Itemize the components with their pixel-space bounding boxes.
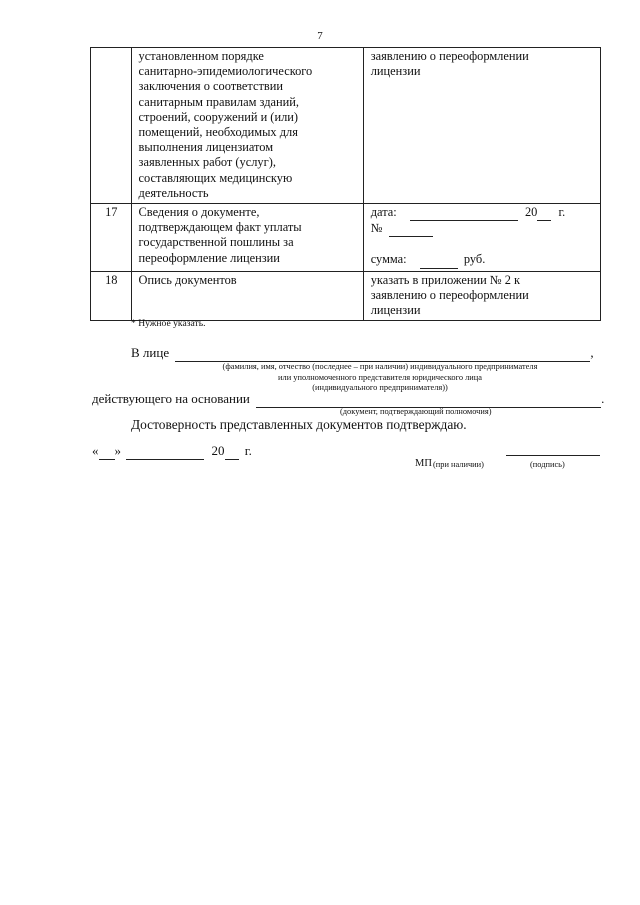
stamp-hint: (при наличии) — [433, 460, 484, 469]
open-quote: « — [92, 443, 99, 458]
payment-date-line — [371, 205, 594, 221]
text-line: Опись документов — [138, 272, 237, 287]
year-field[interactable] — [225, 443, 239, 460]
payment-sum-line — [371, 252, 594, 268]
certify-text: Достоверность представленных документов подтверждаю. — [131, 417, 467, 432]
number-field[interactable] — [389, 221, 433, 237]
spacer — [371, 237, 594, 252]
payment-details — [363, 204, 600, 272]
basis-field[interactable] — [256, 391, 601, 408]
row-number — [91, 48, 132, 204]
text-line: указать в приложении № 2 к — [370, 272, 521, 287]
text-line: выполнения лицензиатом — [138, 140, 274, 155]
sign-date-line — [92, 443, 252, 460]
text-line: деятельность — [138, 185, 209, 200]
in-person-field[interactable] — [175, 345, 590, 362]
signature-hint: (подпись) — [530, 460, 565, 469]
text-line: лицензии — [370, 64, 421, 79]
in-person-line: В лице , — [131, 345, 594, 360]
text-line: лицензии — [370, 303, 421, 318]
close-quote: » — [114, 443, 121, 458]
table-row — [91, 271, 601, 321]
text-line: заявлению о переоформлении — [370, 49, 529, 63]
sum-field[interactable] — [420, 252, 458, 268]
signature-field[interactable] — [506, 455, 600, 456]
footnote: * Нужное указать. — [131, 318, 206, 329]
year-suffix: г. — [244, 443, 252, 458]
hint-line: или уполномоченного представителя юридического лица — [278, 372, 482, 382]
text-line: Сведения о документе, — [138, 205, 260, 220]
text-line: переоформление лицензии — [138, 250, 280, 265]
row-description — [131, 204, 363, 272]
table-row — [91, 204, 601, 272]
text-line: подтверждающем факт уплаты — [138, 220, 302, 235]
sum-unit: руб. — [463, 252, 486, 267]
row-number: 17 — [91, 204, 132, 272]
basis-hint: (документ, подтверждающий полномочия) — [340, 407, 492, 416]
sum-label: сумма: — [370, 252, 407, 267]
text-line: строений, сооружений и (или) — [138, 109, 299, 124]
text-line: заявлению о переоформлении — [370, 287, 529, 302]
year-suffix: г. — [558, 205, 566, 220]
stamp-label: МП — [415, 458, 432, 469]
in-person-label: В лице — [131, 345, 170, 360]
year-prefix: 20 — [211, 443, 225, 458]
number-label: № — [370, 221, 383, 236]
text-line: санитарно-эпидемиологического — [138, 64, 313, 79]
row-number: 18 — [91, 271, 132, 321]
date-label: дата: — [370, 205, 397, 220]
text-line: помещений, необходимых для — [138, 125, 298, 140]
hint-line: (фамилия, имя, отчество (последнее – при наличии) индивидуального предпринимателя — [222, 362, 538, 371]
row-description — [131, 48, 363, 204]
page-number: 7 — [317, 30, 323, 42]
basis-line: действующего на основании . — [92, 391, 605, 406]
text-line: заключения о соответствии — [138, 79, 284, 94]
text-line: санитарным правилам зданий, — [138, 94, 300, 109]
month-field[interactable] — [126, 443, 204, 460]
text-line: государственной пошлины за — [138, 235, 294, 250]
date-field[interactable] — [410, 205, 518, 221]
text-line: заявленных работ (услуг), — [138, 155, 276, 170]
basis-label: действующего на основании — [92, 391, 250, 406]
day-field[interactable] — [99, 443, 115, 460]
documents-table — [90, 47, 601, 321]
row-instruction — [363, 271, 600, 321]
payment-number-line — [371, 221, 594, 237]
text-line: установленном порядке — [138, 49, 264, 63]
row-instruction — [363, 48, 600, 204]
row-description — [131, 271, 363, 321]
in-person-hint — [170, 362, 590, 394]
table-row — [91, 48, 601, 204]
hint-line: (индивидуального предпринимателя)) — [312, 383, 448, 392]
year-prefix: 20 — [524, 205, 538, 220]
year-field[interactable] — [537, 205, 551, 221]
text-line: составляющих медицинскую — [138, 170, 293, 185]
